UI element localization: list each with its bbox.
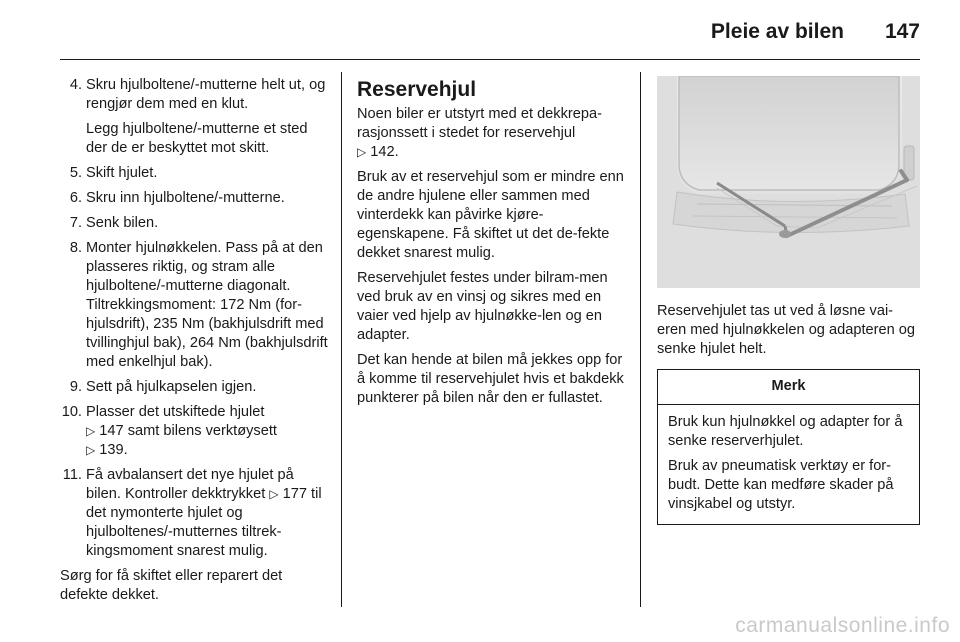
note-paragraph: Bruk kun hjulnøkkel og adapter for å senke reserverhjulet. (668, 414, 903, 449)
page-reference-icon: ▷ (269, 487, 279, 501)
page-reference-icon: ▷ (86, 443, 96, 457)
step-text: Monter hjulnøkkelen. Pass på at den plasseres riktig, og stram alle hjulboltene/-mutterne diagonalt. Tiltrekkingsmoment: 172 Nm (for-hjulsdrift), 235 Nm (bakhjulsdrift med tvillinghjul bak), 264 Nm (bakhjulsdrift med enkelhjul bak). (86, 240, 328, 370)
step-text-part: samt bilens verktøysett (127, 423, 277, 439)
page-reference-icon: ▷ (86, 424, 96, 438)
step-number: 4. (69, 77, 82, 93)
watermark: carmanualsonline.info (735, 614, 950, 637)
step-text-part: til det nymonterte hjulet og hjulboltenes/-mutternes tiltrek-kingsmoment snarest mulig. (86, 486, 322, 559)
step-text (86, 403, 330, 460)
step-item (60, 378, 330, 397)
page-reference[interactable]: 147 (99, 423, 124, 439)
step-number: 10. (61, 404, 82, 420)
paragraph: Bruk av et reservehjul som er mindre enn de andre hjulene eller sammen med vinterdekk kan påvirke kjøre-egenskapene. Få skiftet ut det de-fekte dekket snarest mulig. (357, 169, 624, 261)
step-item (60, 76, 330, 158)
step-text: Sett på hjulkapselen igjen. (86, 379, 257, 395)
step-number: 6. (69, 190, 82, 206)
step-item (60, 189, 330, 208)
step-text: Senk bilen. (86, 215, 159, 231)
section-title: Reservehjul (357, 78, 477, 101)
paragraph-text: Noen biler er utstyrt med et dekkrepa-rasjonssett i stedet for reservehjul (357, 106, 602, 141)
header-rule (60, 59, 920, 60)
page-reference[interactable]: 177 (282, 486, 307, 502)
note-paragraph: Bruk av pneumatisk verktøy er for-budt. Dette kan medføre skader på vinsjkabel og utstyr. (668, 458, 894, 512)
column-left (60, 76, 330, 611)
paragraph: Det kan hende at bilen må jekkes opp for å komme til reservehjulet hvis et bakdekk punkterer på bilen når den er fullastet. (357, 352, 624, 406)
column-middle (357, 76, 625, 414)
step-item (60, 214, 330, 233)
step-item (60, 403, 330, 460)
paragraph (357, 105, 625, 162)
closing-paragraph: Sørg for få skiftet eller reparert det defekte dekket. (60, 568, 283, 603)
step-text (86, 466, 330, 561)
step-text-part: Plasser det utskiftede hjulet (86, 404, 265, 420)
page-reference-icon: ▷ (357, 145, 367, 159)
step-number: 11. (62, 467, 82, 483)
page-number: 147 (884, 20, 920, 43)
note-body (658, 405, 919, 524)
column-divider-left (341, 72, 342, 607)
page-reference[interactable]: 142. (370, 144, 399, 160)
step-number: 8. (69, 240, 82, 256)
page-title: Pleie av bilen (710, 20, 844, 43)
step-item (60, 239, 330, 372)
step-text: Skru hjulboltene/-mutterne helt ut, og rengjør dem med en klut. (86, 77, 326, 112)
step-item (60, 164, 330, 183)
spare-wheel-illustration (657, 76, 920, 288)
step-text: Skru inn hjulboltene/-mutterne. (86, 190, 285, 206)
paragraph: Reservehjulet festes under bilram-men ved bruk av en vinsj og sikres med en vaier ved hjelp av hjulnøkke-len og en adapter. (357, 270, 608, 343)
page-reference[interactable]: 139. (99, 442, 128, 458)
step-item (60, 466, 330, 561)
step-text: Skift hjulet. (86, 165, 158, 181)
image-caption: Reservehjulet tas ut ved å løsne vai-eren med hjulnøkkelen og adapteren og senke hjulet helt. (657, 303, 915, 357)
step-subtext: Legg hjulboltene/-mutterne et sted der de er beskyttet mot skitt. (86, 121, 308, 156)
step-number: 7. (69, 215, 82, 231)
column-right (657, 76, 920, 525)
note-title: Merk (658, 370, 919, 405)
step-number: 9. (69, 379, 82, 395)
step-number: 5. (69, 165, 82, 181)
page-header (60, 14, 920, 54)
note-box (657, 369, 920, 525)
step-text-part: Få avbalansert det nye hjulet på bilen. Kontroller dekktrykket (86, 467, 294, 502)
column-divider-right (640, 72, 641, 607)
